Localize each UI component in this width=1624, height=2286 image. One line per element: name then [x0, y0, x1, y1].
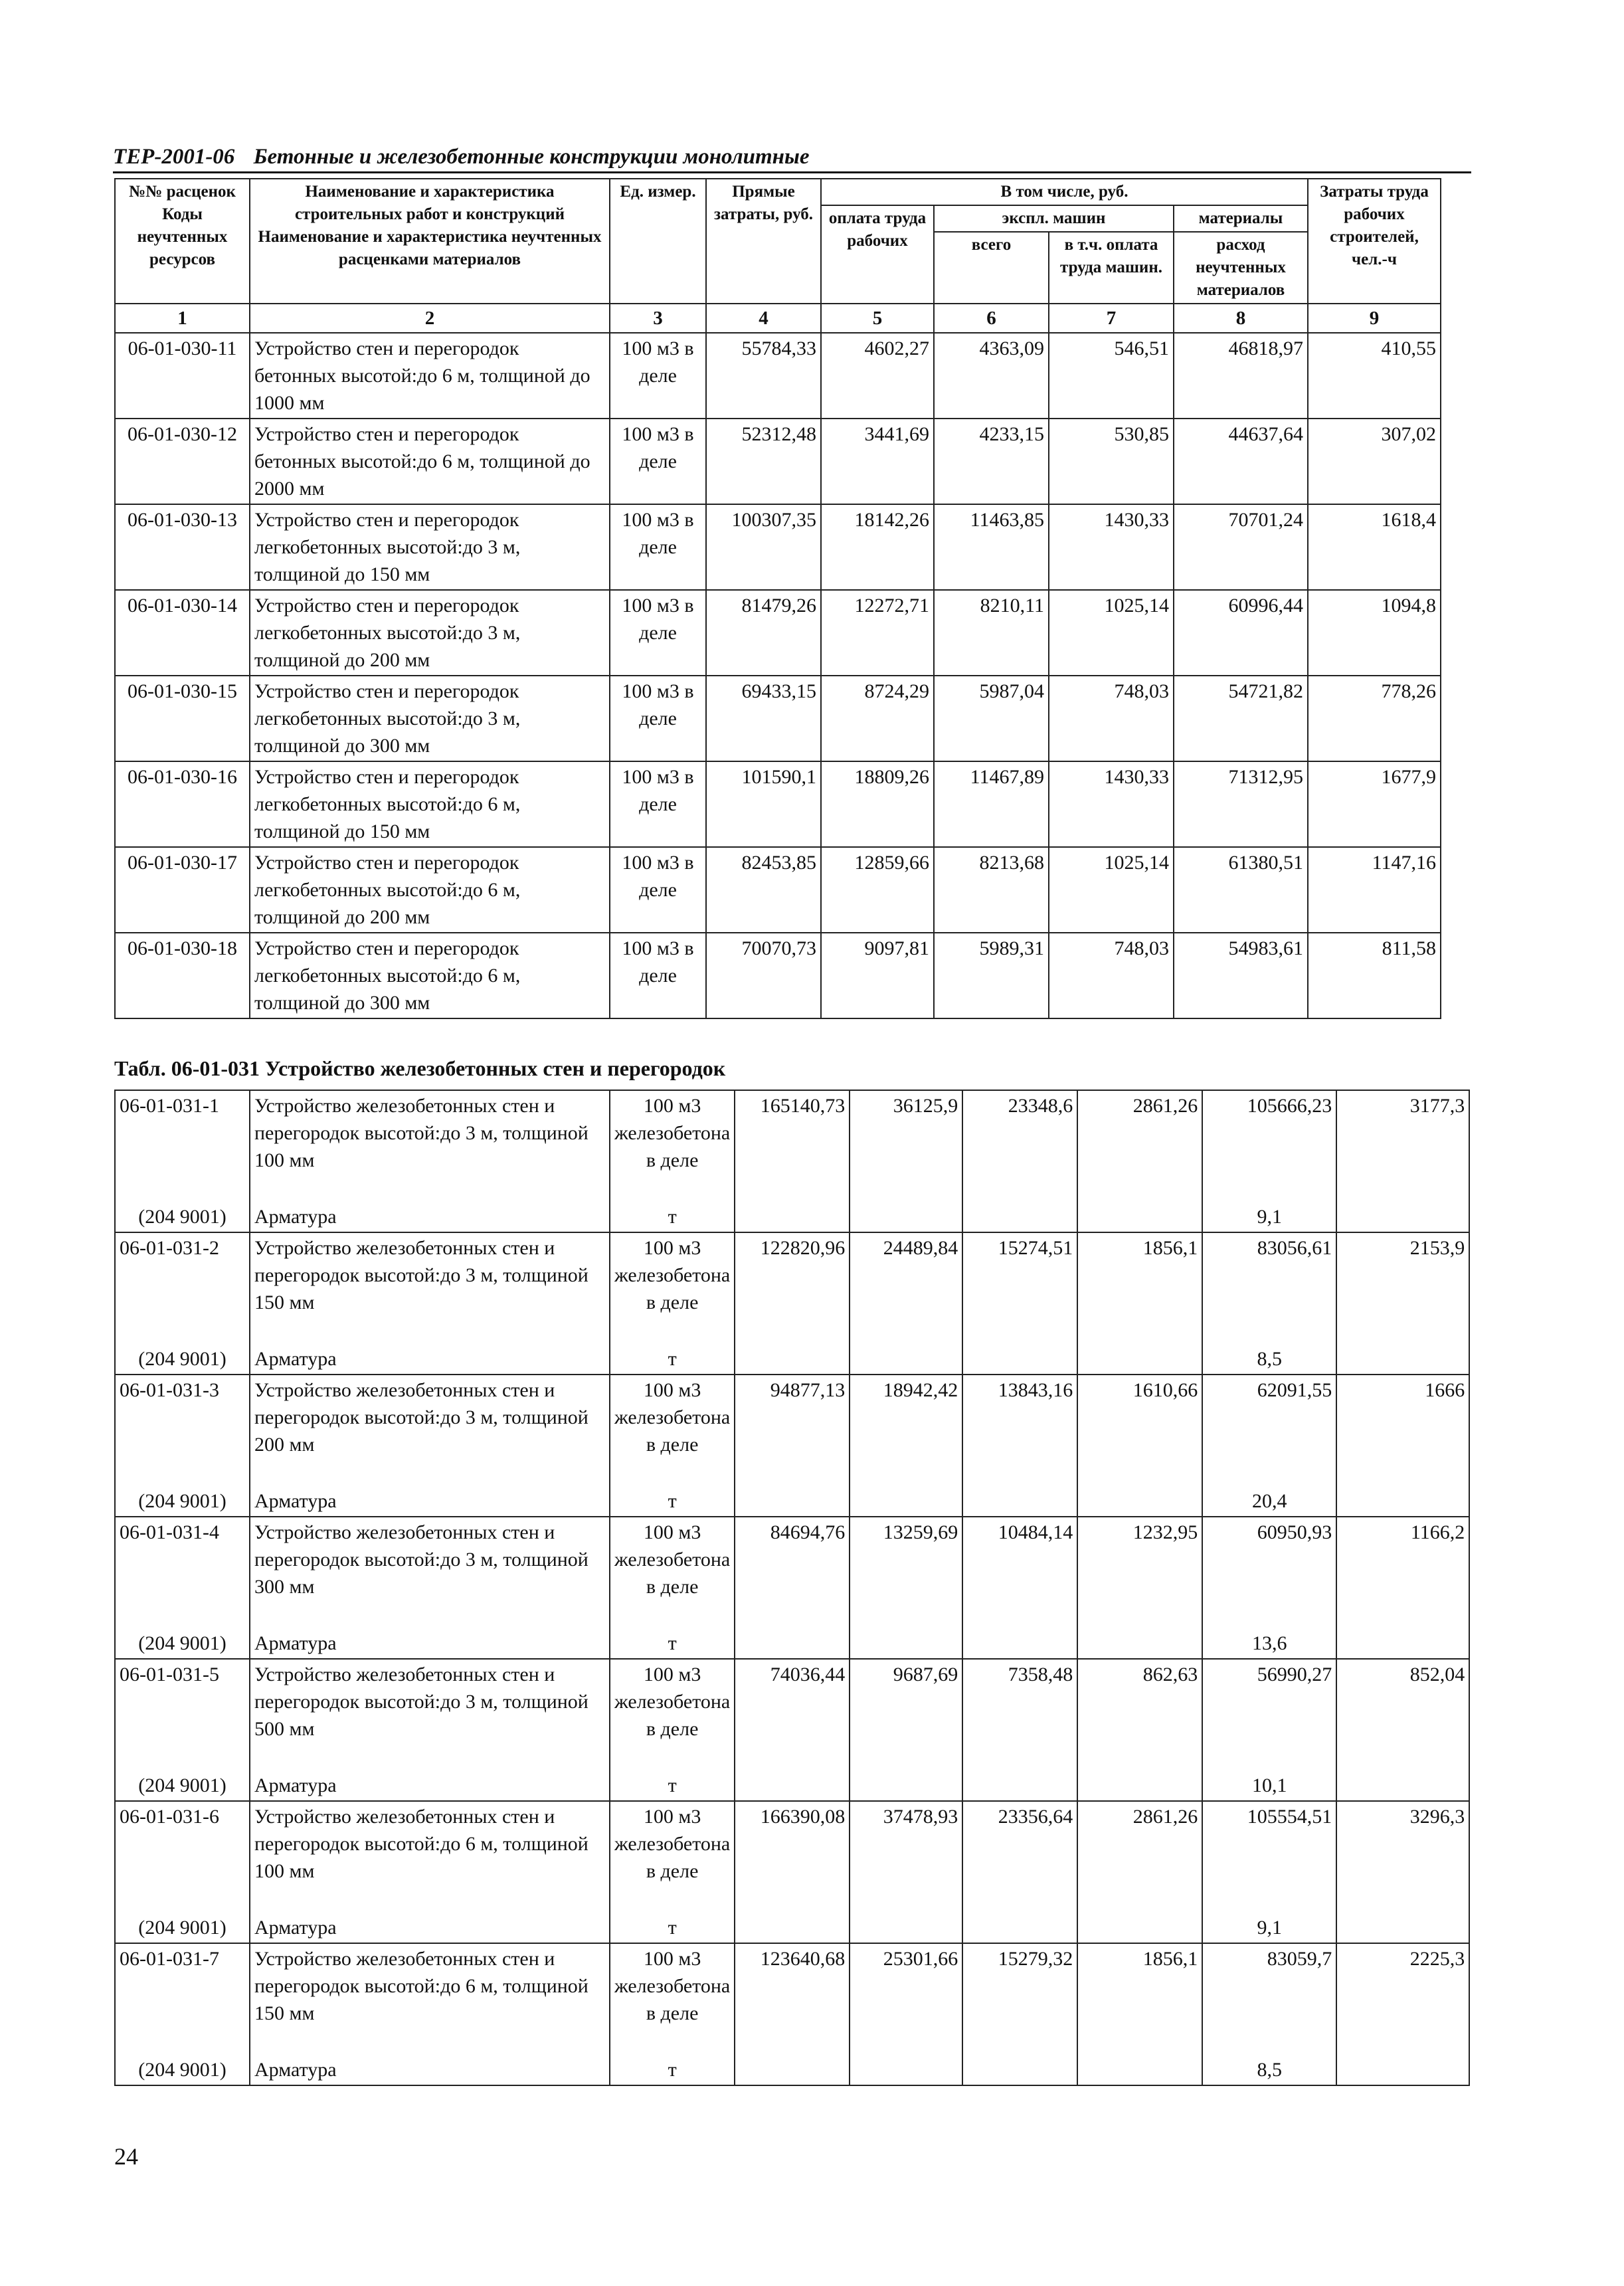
empty-cell: [735, 2055, 850, 2085]
empty-cell: [1336, 1486, 1469, 1517]
resource-unit: т: [610, 2055, 735, 2085]
col9-header: Затраты труда рабочих строителей, чел.-ч: [1308, 179, 1441, 304]
material-row: [115, 1486, 1469, 1517]
resource-quantity: 20,4: [1202, 1486, 1336, 1517]
table-row: [115, 1801, 1469, 1913]
empty-cell: [1336, 1770, 1469, 1801]
col1-header-top: №№ расценок: [129, 183, 236, 201]
empty-cell: [850, 1344, 962, 1375]
labor-hours: 410,55: [1308, 333, 1441, 419]
empty-cell: [850, 1913, 962, 1943]
labor-cost: 24489,84: [850, 1232, 962, 1344]
machine-labor-cost: 2861,26: [1077, 1090, 1202, 1202]
column-number: 5: [821, 304, 934, 333]
rate-code: 06-01-030-18: [115, 933, 250, 1018]
empty-cell: [850, 1770, 962, 1801]
material-cost: 105554,51: [1202, 1801, 1336, 1913]
resource-unit: т: [610, 1202, 735, 1232]
col1-header-bottom: Коды неучтенных ресурсов: [137, 205, 228, 268]
labor-cost: 12272,71: [821, 590, 934, 676]
table-row: [115, 847, 1441, 933]
column-number: 9: [1308, 304, 1441, 333]
rate-code: 06-01-031-2: [115, 1232, 250, 1344]
resource-unit: т: [610, 1486, 735, 1517]
material-cost: 70701,24: [1174, 504, 1308, 590]
labor-hours: 1166,2: [1336, 1517, 1469, 1628]
work-description: Устройство стен и перегородок бетонных высотой:до 6 м, толщиной до 1000 мм: [250, 333, 610, 419]
group-header: В том числе, руб.: [821, 179, 1308, 205]
col2-header: [250, 179, 610, 304]
empty-cell: [962, 1202, 1077, 1232]
unit: 100 м3 железобетона в деле: [610, 1801, 735, 1913]
direct-cost: 165140,73: [735, 1090, 850, 1202]
empty-cell: [735, 1913, 850, 1943]
empty-cell: [962, 1770, 1077, 1801]
column-number: 1: [115, 304, 250, 333]
material-row: [115, 1770, 1469, 1801]
col7-header: в т.ч. оплата труда машин.: [1049, 232, 1174, 304]
machine-cost: 13843,16: [962, 1375, 1077, 1486]
work-description: Устройство железобетонных стен и перегородок высотой:до 3 м, толщиной 500 мм: [250, 1659, 610, 1770]
column-number: 8: [1174, 304, 1308, 333]
labor-hours: 1147,16: [1308, 847, 1441, 933]
unit: 100 м3 в деле: [610, 504, 706, 590]
machine-cost: 11467,89: [934, 761, 1049, 847]
table-row: [115, 1659, 1469, 1770]
labor-hours: 307,02: [1308, 419, 1441, 504]
col1-header: [115, 179, 250, 304]
resource-name: Арматура: [250, 2055, 610, 2085]
empty-cell: [1077, 1486, 1202, 1517]
rate-code: 06-01-030-16: [115, 761, 250, 847]
unit: 100 м3 железобетона в деле: [610, 1375, 735, 1486]
empty-cell: [850, 1628, 962, 1659]
labor-cost: 36125,9: [850, 1090, 962, 1202]
resource-quantity: 13,6: [1202, 1628, 1336, 1659]
empty-cell: [1336, 1913, 1469, 1943]
material-cost: 54721,82: [1174, 676, 1308, 761]
labor-cost: 25301,66: [850, 1943, 962, 2055]
empty-cell: [1077, 1628, 1202, 1659]
rate-code: 06-01-030-15: [115, 676, 250, 761]
direct-cost: 84694,76: [735, 1517, 850, 1628]
table-row: [115, 419, 1441, 504]
column-number: 3: [610, 304, 706, 333]
material-cost: 44637,64: [1174, 419, 1308, 504]
unit: 100 м3 железобетона в деле: [610, 1517, 735, 1628]
labor-cost: 13259,69: [850, 1517, 962, 1628]
work-description: Устройство железобетонных стен и перегородок высотой:до 3 м, толщиной 150 мм: [250, 1232, 610, 1344]
table-row: [115, 504, 1441, 590]
direct-cost: 122820,96: [735, 1232, 850, 1344]
table-header-row: [115, 179, 1441, 205]
direct-cost: 52312,48: [706, 419, 821, 504]
machine-labor-cost: 1856,1: [1077, 1232, 1202, 1344]
table-row: [115, 1090, 1469, 1202]
empty-cell: [735, 1770, 850, 1801]
resource-unit: т: [610, 1628, 735, 1659]
direct-cost: 70070,73: [706, 933, 821, 1018]
machine-labor-cost: 1610,66: [1077, 1375, 1202, 1486]
rate-code: 06-01-031-4: [115, 1517, 250, 1628]
machine-cost: 10484,14: [962, 1517, 1077, 1628]
empty-cell: [1077, 1202, 1202, 1232]
resource-name: Арматура: [250, 1913, 610, 1943]
labor-hours: 1094,8: [1308, 590, 1441, 676]
work-description: Устройство стен и перегородок легкобетонных высотой:до 6 м, толщиной до 150 мм: [250, 761, 610, 847]
rate-code: 06-01-031-1: [115, 1090, 250, 1202]
machine-cost: 8213,68: [934, 847, 1049, 933]
machine-cost: 15274,51: [962, 1232, 1077, 1344]
material-row: [115, 2055, 1469, 2085]
machine-labor-cost: 2861,26: [1077, 1801, 1202, 1913]
labor-hours: 811,58: [1308, 933, 1441, 1018]
unit: 100 м3 в деле: [610, 933, 706, 1018]
table-row: [115, 676, 1441, 761]
unit: 100 м3 в деле: [610, 333, 706, 419]
machine-labor-cost: 748,03: [1049, 933, 1174, 1018]
resource-code: (204 9001): [115, 1202, 250, 1232]
table-row: [115, 590, 1441, 676]
page-number: 24: [114, 2143, 138, 2170]
direct-cost: 82453,85: [706, 847, 821, 933]
work-description: Устройство стен и перегородок бетонных высотой:до 6 м, толщиной до 2000 мм: [250, 419, 610, 504]
resource-quantity: 9,1: [1202, 1202, 1336, 1232]
machine-cost: 15279,32: [962, 1943, 1077, 2055]
labor-cost: 18142,26: [821, 504, 934, 590]
labor-hours: 3296,3: [1336, 1801, 1469, 1913]
rate-code: 06-01-031-3: [115, 1375, 250, 1486]
labor-hours: 1618,4: [1308, 504, 1441, 590]
direct-cost: 123640,68: [735, 1943, 850, 2055]
resource-name: Арматура: [250, 1770, 610, 1801]
empty-cell: [735, 1202, 850, 1232]
rate-code: 06-01-030-14: [115, 590, 250, 676]
empty-cell: [1077, 1344, 1202, 1375]
work-description: Устройство стен и перегородок легкобетонных высотой:до 3 м, толщиной до 200 мм: [250, 590, 610, 676]
direct-cost: 100307,35: [706, 504, 821, 590]
empty-cell: [962, 1913, 1077, 1943]
rate-code: 06-01-030-11: [115, 333, 250, 419]
empty-cell: [1336, 1344, 1469, 1375]
labor-cost: 8724,29: [821, 676, 934, 761]
machine-labor-cost: 1025,14: [1049, 847, 1174, 933]
work-description: Устройство железобетонных стен и перегородок высотой:до 3 м, толщиной 200 мм: [250, 1375, 610, 1486]
col2-header-top: Наименование и характеристика строительных работ и конструкций: [294, 183, 565, 223]
page-header: [113, 145, 810, 169]
machine-labor-cost: 530,85: [1049, 419, 1174, 504]
material-row: [115, 1628, 1469, 1659]
material-cost: 105666,23: [1202, 1090, 1336, 1202]
unit: 100 м3 железобетона в деле: [610, 1232, 735, 1344]
col3-header: Ед. измер.: [610, 179, 706, 304]
machine-cost: 7358,48: [962, 1659, 1077, 1770]
resource-quantity: 9,1: [1202, 1913, 1336, 1943]
empty-cell: [1077, 1770, 1202, 1801]
rates-table-031: [114, 1090, 1470, 2086]
machine-labor-cost: 1430,33: [1049, 761, 1174, 847]
column-number: 4: [706, 304, 821, 333]
empty-cell: [850, 2055, 962, 2085]
labor-hours: 2225,3: [1336, 1943, 1469, 2055]
machine-labor-cost: 748,03: [1049, 676, 1174, 761]
empty-cell: [1336, 1628, 1469, 1659]
table-row: [115, 933, 1441, 1018]
machine-labor-cost: 1856,1: [1077, 1943, 1202, 2055]
column-number: 6: [934, 304, 1049, 333]
rate-code: 06-01-031-5: [115, 1659, 250, 1770]
material-cost: 61380,51: [1174, 847, 1308, 933]
resource-quantity: 8,5: [1202, 1344, 1336, 1375]
direct-cost: 69433,15: [706, 676, 821, 761]
resource-unit: т: [610, 1913, 735, 1943]
machine-labor-cost: 546,51: [1049, 333, 1174, 419]
machine-cost: 23356,64: [962, 1801, 1077, 1913]
empty-cell: [1077, 1913, 1202, 1943]
material-cost: 62091,55: [1202, 1375, 1336, 1486]
table-row: [115, 333, 1441, 419]
empty-cell: [735, 1344, 850, 1375]
direct-cost: 94877,13: [735, 1375, 850, 1486]
table-row: [115, 1943, 1469, 2055]
col2-header-bottom: Наименование и характеристика неучтенных расценками материалов: [258, 228, 602, 268]
machine-labor-cost: 1232,95: [1077, 1517, 1202, 1628]
col5-header: оплата труда рабочих: [821, 205, 934, 304]
unit: 100 м3 в деле: [610, 590, 706, 676]
machine-cost: 23348,6: [962, 1090, 1077, 1202]
resource-name: Арматура: [250, 1202, 610, 1232]
direct-cost: 166390,08: [735, 1801, 850, 1913]
empty-cell: [1077, 2055, 1202, 2085]
material-cost: 60996,44: [1174, 590, 1308, 676]
col8-header: расход неучтенных материалов: [1174, 232, 1308, 304]
material-row: [115, 1344, 1469, 1375]
empty-cell: [962, 2055, 1077, 2085]
work-description: Устройство стен и перегородок легкобетонных высотой:до 3 м, толщиной до 150 мм: [250, 504, 610, 590]
resource-quantity: 8,5: [1202, 2055, 1336, 2085]
labor-cost: 18809,26: [821, 761, 934, 847]
labor-cost: 4602,27: [821, 333, 934, 419]
labor-cost: 9687,69: [850, 1659, 962, 1770]
table-row: [115, 1375, 1469, 1486]
column-number: 7: [1049, 304, 1174, 333]
material-cost: 60950,93: [1202, 1517, 1336, 1628]
materials-header: материалы: [1174, 205, 1308, 232]
labor-cost: 12859,66: [821, 847, 934, 933]
table-row: [115, 761, 1441, 847]
work-description: Устройство стен и перегородок легкобетонных высотой:до 6 м, толщиной до 200 мм: [250, 847, 610, 933]
empty-cell: [735, 1628, 850, 1659]
resource-name: Арматура: [250, 1344, 610, 1375]
rate-code: 06-01-030-12: [115, 419, 250, 504]
material-cost: 46818,97: [1174, 333, 1308, 419]
column-number: 2: [250, 304, 610, 333]
header-rule: [113, 171, 1471, 173]
machine-cost: 11463,85: [934, 504, 1049, 590]
material-cost: 83056,61: [1202, 1232, 1336, 1344]
document-section-title: Бетонные и железобетонные конструкции монолитные: [253, 145, 810, 169]
machine-cost: 5987,04: [934, 676, 1049, 761]
resource-code: (204 9001): [115, 1344, 250, 1375]
col4-header: Прямые затраты, руб.: [706, 179, 821, 304]
material-cost: 56990,27: [1202, 1659, 1336, 1770]
material-cost: 54983,61: [1174, 933, 1308, 1018]
rate-code: 06-01-030-13: [115, 504, 250, 590]
work-description: Устройство железобетонных стен и перегородок высотой:до 3 м, толщиной 300 мм: [250, 1517, 610, 1628]
empty-cell: [1336, 1202, 1469, 1232]
table-row: [115, 1517, 1469, 1628]
rate-code: 06-01-031-6: [115, 1801, 250, 1913]
labor-hours: 1677,9: [1308, 761, 1441, 847]
resource-code: (204 9001): [115, 2055, 250, 2085]
document-code: ТЕР-2001-06: [113, 145, 235, 169]
machine-labor-cost: 1025,14: [1049, 590, 1174, 676]
work-description: Устройство железобетонных стен и перегородок высотой:до 6 м, толщиной 150 мм: [250, 1943, 610, 2055]
empty-cell: [735, 1486, 850, 1517]
work-description: Устройство железобетонных стен и перегородок высотой:до 3 м, толщиной 100 мм: [250, 1090, 610, 1202]
unit: 100 м3 железобетона в деле: [610, 1943, 735, 2055]
empty-cell: [1336, 2055, 1469, 2085]
labor-hours: 778,26: [1308, 676, 1441, 761]
empty-cell: [850, 1202, 962, 1232]
unit: 100 м3 в деле: [610, 761, 706, 847]
col6-header: всего: [934, 232, 1049, 304]
labor-cost: 18942,42: [850, 1375, 962, 1486]
resource-code: (204 9001): [115, 1770, 250, 1801]
machine-labor-cost: 1430,33: [1049, 504, 1174, 590]
material-row: [115, 1202, 1469, 1232]
direct-cost: 101590,1: [706, 761, 821, 847]
resource-code: (204 9001): [115, 1486, 250, 1517]
resource-name: Арматура: [250, 1486, 610, 1517]
resource-code: (204 9001): [115, 1913, 250, 1943]
rate-code: 06-01-030-17: [115, 847, 250, 933]
machine-cost: 5989,31: [934, 933, 1049, 1018]
machine-labor-cost: 862,63: [1077, 1659, 1202, 1770]
machines-header: экспл. машин: [934, 205, 1174, 232]
unit: 100 м3 в деле: [610, 847, 706, 933]
labor-cost: 9097,81: [821, 933, 934, 1018]
resource-quantity: 10,1: [1202, 1770, 1336, 1801]
resource-unit: т: [610, 1344, 735, 1375]
empty-cell: [962, 1628, 1077, 1659]
rates-table-030: [114, 178, 1441, 1019]
work-description: Устройство стен и перегородок легкобетонных высотой:до 6 м, толщиной до 300 мм: [250, 933, 610, 1018]
empty-cell: [962, 1486, 1077, 1517]
labor-hours: 852,04: [1336, 1659, 1469, 1770]
material-cost: 71312,95: [1174, 761, 1308, 847]
labor-cost: 3441,69: [821, 419, 934, 504]
direct-cost: 74036,44: [735, 1659, 850, 1770]
labor-hours: 1666: [1336, 1375, 1469, 1486]
unit: 100 м3 железобетона в деле: [610, 1659, 735, 1770]
work-description: Устройство стен и перегородок легкобетонных высотой:до 3 м, толщиной до 300 мм: [250, 676, 610, 761]
empty-cell: [850, 1486, 962, 1517]
work-description: Устройство железобетонных стен и перегородок высотой:до 6 м, толщиной 100 мм: [250, 1801, 610, 1913]
empty-cell: [962, 1344, 1077, 1375]
direct-cost: 55784,33: [706, 333, 821, 419]
material-cost: 83059,7: [1202, 1943, 1336, 2055]
machine-cost: 4363,09: [934, 333, 1049, 419]
resource-unit: т: [610, 1770, 735, 1801]
rate-code: 06-01-031-7: [115, 1943, 250, 2055]
resource-name: Арматура: [250, 1628, 610, 1659]
unit: 100 м3 в деле: [610, 419, 706, 504]
machine-cost: 8210,11: [934, 590, 1049, 676]
table-row: [115, 1232, 1469, 1344]
direct-cost: 81479,26: [706, 590, 821, 676]
table-caption: Табл. 06-01-031 Устройство железобетонных стен и перегородок: [114, 1056, 726, 1080]
labor-cost: 37478,93: [850, 1801, 962, 1913]
resource-code: (204 9001): [115, 1628, 250, 1659]
column-number-row: [115, 304, 1441, 333]
material-row: [115, 1913, 1469, 1943]
labor-hours: 3177,3: [1336, 1090, 1469, 1202]
unit: 100 м3 в деле: [610, 676, 706, 761]
machine-cost: 4233,15: [934, 419, 1049, 504]
unit: 100 м3 железобетона в деле: [610, 1090, 735, 1202]
labor-hours: 2153,9: [1336, 1232, 1469, 1344]
